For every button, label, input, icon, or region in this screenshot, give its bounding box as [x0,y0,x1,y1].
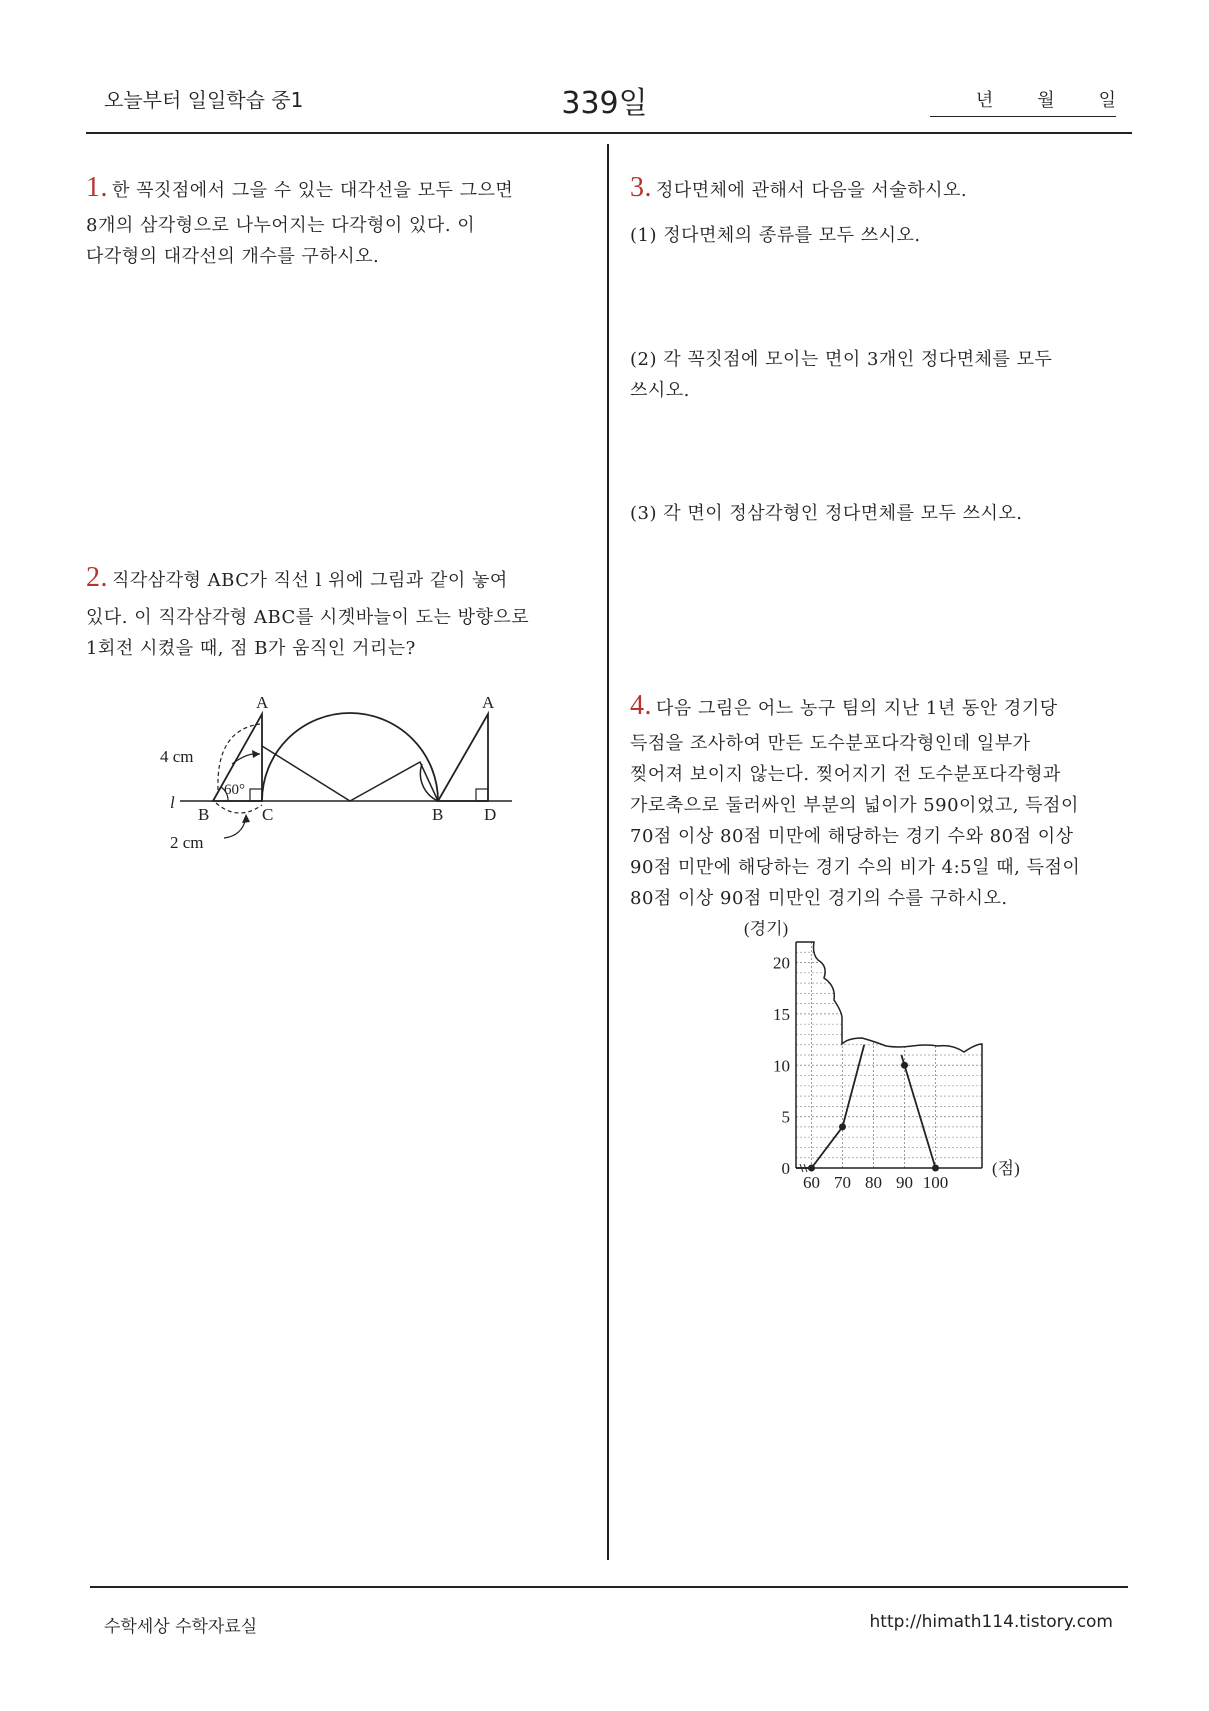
y-tick-label: 10 [773,1056,790,1076]
question-text-line: 찢어져 보이지 않는다. 찢어지기 전 도수분포다각형과 [630,764,1061,785]
label-a: A [482,693,495,712]
header-title: 오늘부터 일일학습 중1 [104,88,304,112]
label-b: B [198,805,210,824]
date-field [930,86,1116,117]
question-text-line: 쓰시오. [630,380,690,401]
header-rule [86,132,1132,134]
triangle-rotation-figure [160,690,530,860]
y-tick-label: 0 [781,1159,790,1178]
question-text-line: 다각형의 대각선의 개수를 구하시오. [86,246,380,267]
triangle-final [438,714,488,801]
label-a: A [256,693,269,712]
label-l: l [170,793,175,812]
dashed-arc-2cm [216,803,262,813]
question-text-line: 정다면체에 관해서 다음을 서술하시오. [656,180,968,201]
x-tick-label: 100 [922,1173,949,1190]
data-point [901,1062,908,1069]
question-3-sub-1: (1) 정다면체의 종류를 모두 쓰시오. [630,225,921,246]
zigzag-path [262,746,438,801]
y-tick-label: 15 [773,1004,790,1024]
frequency-polygon-chart [720,920,1040,1190]
footer-left: 수학세상 수학자료실 [104,1617,258,1637]
data-point [932,1165,939,1172]
question-number: 1. [86,172,108,203]
x-tick-label: 70 [834,1173,851,1190]
right-angle-mark [476,789,488,801]
question-number: 3. [630,172,652,203]
question-text-line: 있다. 이 직각삼각형 ABC를 시곗바늘이 도는 방향으로 [86,607,530,628]
data-point [839,1123,846,1130]
label-60: 60° [224,782,245,798]
label-c: C [262,805,274,824]
footer-rule [90,1586,1128,1588]
question-text-line: 득점을 조사하여 만든 도수분포다각형인데 일부가 [630,733,1031,754]
label-b: B [432,805,444,824]
question-2 [86,562,596,664]
question-3-sub-2 [630,344,1130,406]
chart-ticks [773,954,948,1190]
date-day: 일 [1098,90,1116,111]
y-axis-label: (경기) [744,920,789,938]
x-tick-label: 60 [803,1173,820,1190]
question-3-sub-3: (3) 각 면이 정삼각형인 정다면체를 모두 쓰시오. [630,503,1023,524]
question-text-line: 한 꼭짓점에서 그을 수 있는 대각선을 모두 그으면 [112,180,514,201]
question-text-line: 70점 이상 80점 미만에 해당하는 경기 수와 80점 이상 [630,826,1074,847]
question-text-line: 90점 미만에 해당하는 경기 수의 비가 4:5일 때, 득점이 [630,857,1081,878]
question-text-line: 8개의 삼각형으로 나누어지는 다각형이 있다. 이 [86,215,476,236]
y-tick-label: 5 [781,1107,790,1127]
chart-series [796,1045,939,1172]
arrow-head [252,750,260,758]
y-tick-label: 20 [773,953,790,973]
question-text-line: 다음 그림은 어느 농구 팀의 지난 1년 동안 경기당 [656,698,1058,719]
question-number: 2. [86,562,108,593]
question-4 [630,690,1130,914]
question-3 [630,172,1130,206]
arrow-2cm [224,818,246,838]
big-arc [262,713,438,801]
label-2cm: 2 cm [170,833,204,852]
arrow-head [242,814,250,823]
question-text-line: 80점 이상 90점 미만인 경기의 수를 구하시오. [630,888,1008,909]
date-year: 년 [975,90,994,111]
label-d: D [484,805,497,824]
day-number: 339일 [561,86,648,121]
column-divider [607,144,609,1560]
question-text-line: 가로축으로 둘러싸인 부분의 넓이가 590이었고, 득점이 [630,795,1079,816]
footer-url: http://himath114.tistory.com [869,1612,1113,1632]
label-4cm: 4 cm [160,747,194,766]
question-number: 4. [630,690,652,721]
question-text-line: 1회전 시켰을 때, 점 B가 움직인 거리는? [86,638,416,659]
x-axis-label: (점) [992,1159,1020,1178]
x-tick-label: 90 [896,1173,913,1190]
question-text-line: 직각삼각형 ABC가 직선 l 위에 그림과 같이 놓여 [112,570,508,591]
question-text-line: (2) 각 꼭짓점에 모이는 면이 3개인 정다면체를 모두 [630,349,1053,370]
data-point [808,1165,815,1172]
x-tick-label: 80 [865,1173,882,1190]
date-month: 월 [1037,90,1055,111]
question-1 [86,172,586,272]
right-angle-mark [250,789,262,801]
